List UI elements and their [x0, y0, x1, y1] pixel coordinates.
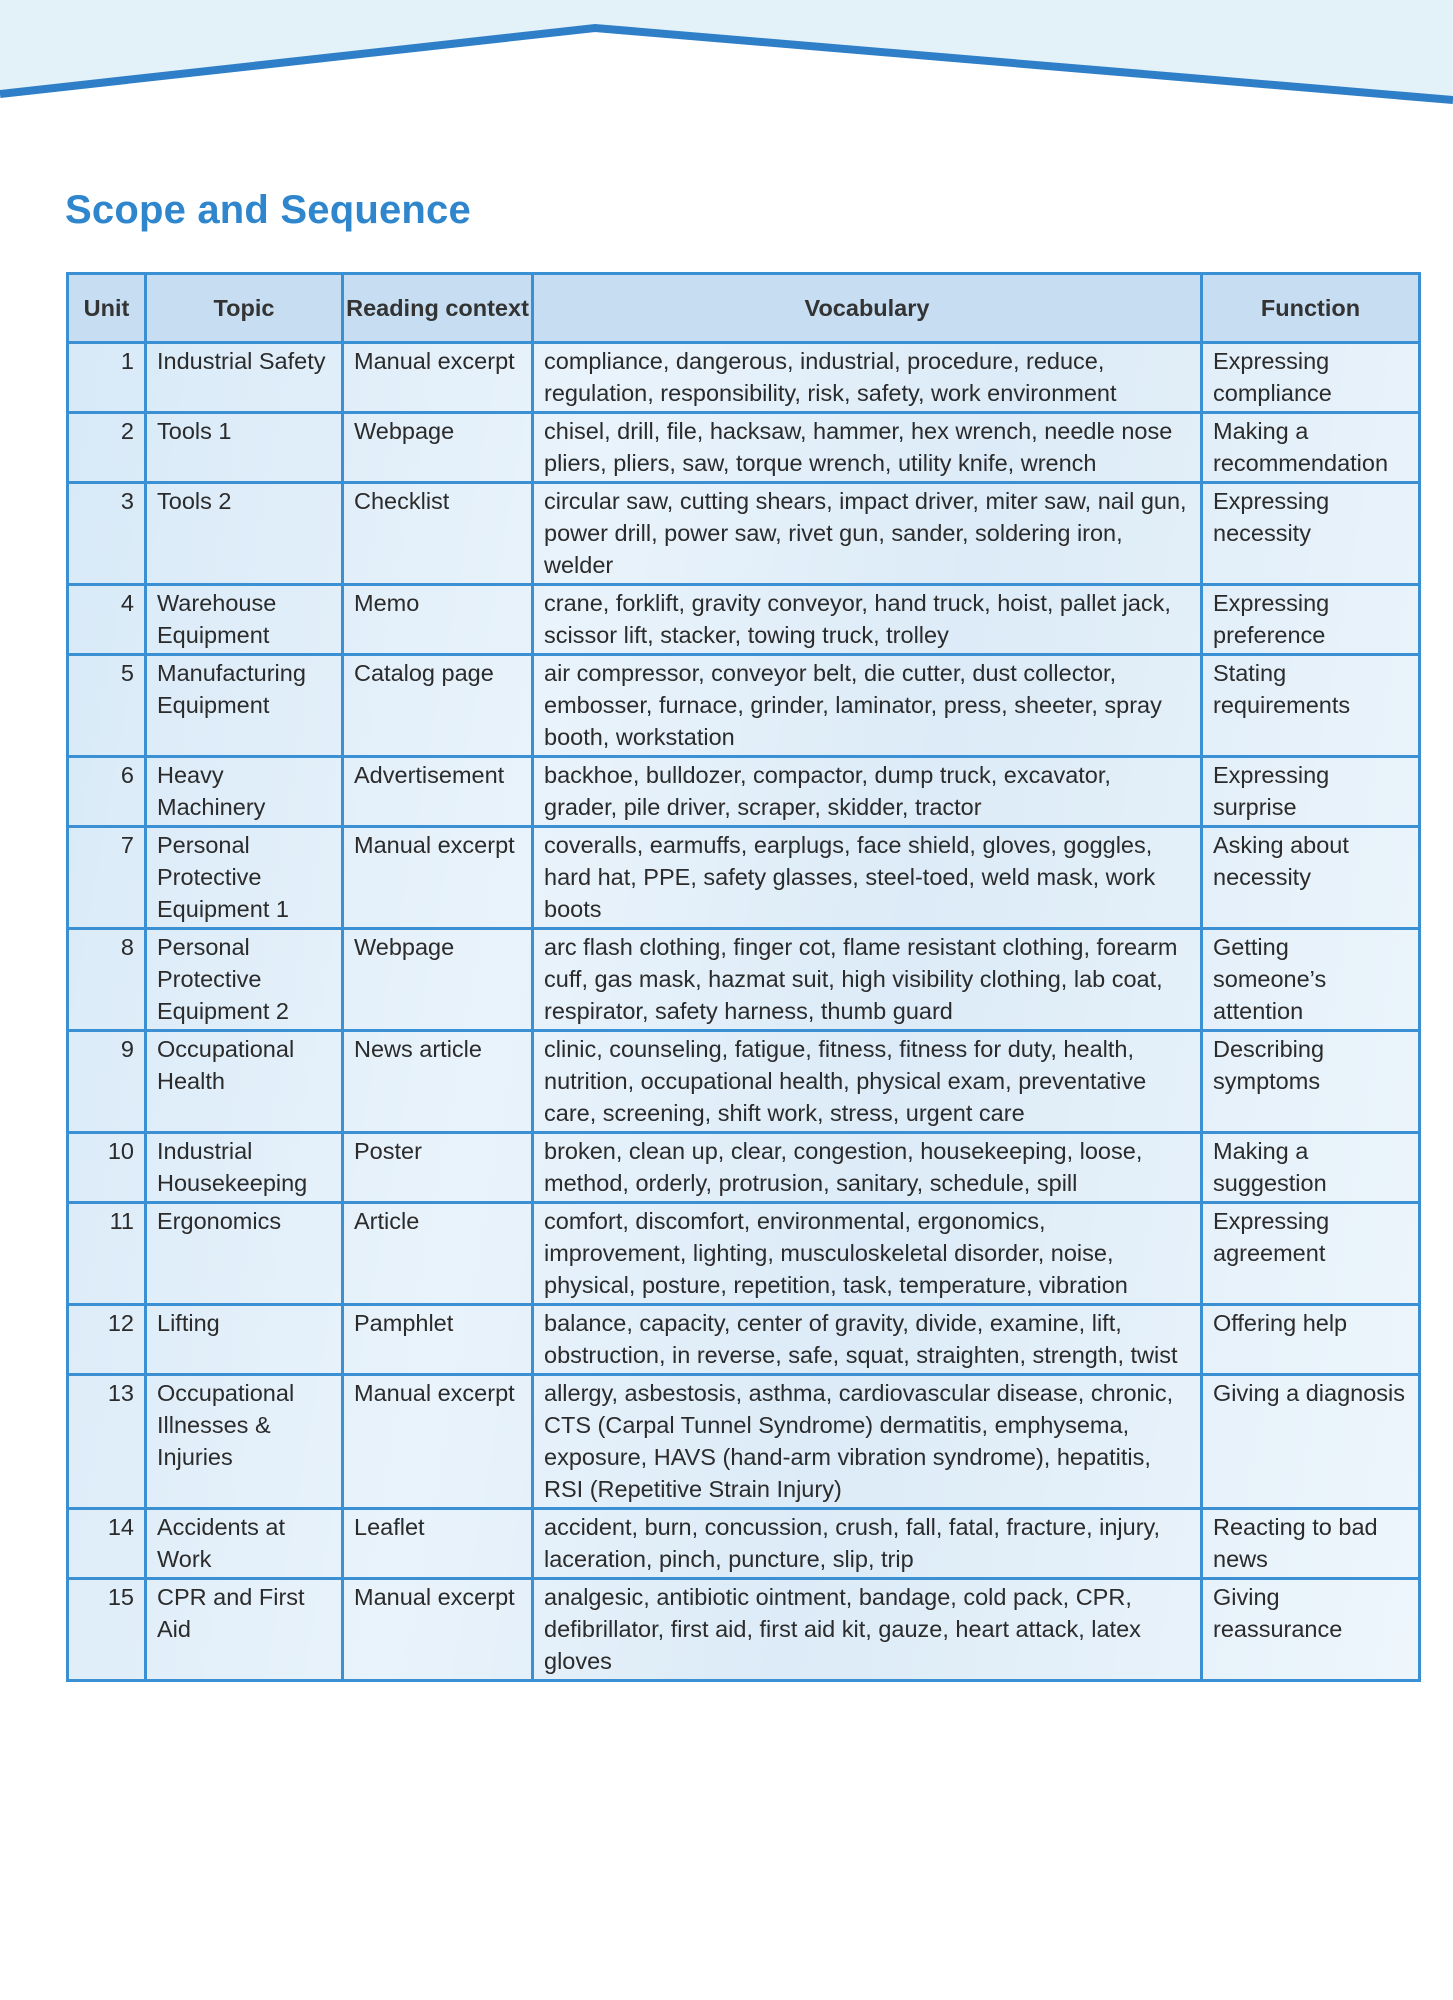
- topic-cell: Industrial Safety: [146, 343, 343, 413]
- unit-cell: 14: [68, 1509, 146, 1579]
- unit-cell: 8: [68, 929, 146, 1031]
- table-row: [68, 1203, 1420, 1305]
- topic-cell: CPR and First Aid: [146, 1579, 343, 1681]
- unit-cell: 13: [68, 1375, 146, 1509]
- function-cell: Expressing agreement: [1202, 1203, 1420, 1305]
- header-function: Function: [1202, 274, 1420, 343]
- reading-context-cell: Article: [343, 1203, 533, 1305]
- vocabulary-cell: circular saw, cutting shears, impact driver, miter saw, nail gun, power drill, power saw, rivet gun, sander, soldering iron, welder: [533, 483, 1202, 585]
- vocabulary-cell: compliance, dangerous, industrial, procedure, reduce, regulation, responsibility, risk, safety, work environment: [533, 343, 1202, 413]
- unit-cell: 2: [68, 413, 146, 483]
- unit-cell: 7: [68, 827, 146, 929]
- vocabulary-cell: analgesic, antibiotic ointment, bandage, cold pack, CPR, defibrillator, first aid, first aid kit, gauze, heart attack, latex gloves: [533, 1579, 1202, 1681]
- vocabulary-cell: clinic, counseling, fatigue, fitness, fitness for duty, health, nutrition, occupational health, physical exam, preventative care, screening, shift work, stress, urgent care: [533, 1031, 1202, 1133]
- vocabulary-cell: broken, clean up, clear, congestion, housekeeping, loose, method, orderly, protrusion, sanitary, schedule, spill: [533, 1133, 1202, 1203]
- function-cell: Reacting to bad news: [1202, 1509, 1420, 1579]
- topic-cell: Tools 2: [146, 483, 343, 585]
- header-topic: Topic: [146, 274, 343, 343]
- topic-cell: Heavy Machinery: [146, 757, 343, 827]
- table-row: [68, 585, 1420, 655]
- reading-context-cell: Advertisement: [343, 757, 533, 827]
- vocabulary-cell: accident, burn, concussion, crush, fall, fatal, fracture, injury, laceration, pinch, puncture, slip, trip: [533, 1509, 1202, 1579]
- topic-cell: Personal Protective Equipment 2: [146, 929, 343, 1031]
- table-row: [68, 1375, 1420, 1509]
- vocabulary-cell: comfort, discomfort, environmental, ergonomics, improvement, lighting, musculoskeletal disorder, noise, physical, posture, repetition, task, temperature, vibration: [533, 1203, 1202, 1305]
- table-row: [68, 655, 1420, 757]
- unit-cell: 12: [68, 1305, 146, 1375]
- function-cell: Giving a diagnosis: [1202, 1375, 1420, 1509]
- table-row: [68, 827, 1420, 929]
- function-cell: Stating requirements: [1202, 655, 1420, 757]
- reading-context-cell: Manual excerpt: [343, 1375, 533, 1509]
- table-row: [68, 343, 1420, 413]
- function-cell: Asking about necessity: [1202, 827, 1420, 929]
- unit-cell: 6: [68, 757, 146, 827]
- header-vocabulary: Vocabulary: [533, 274, 1202, 343]
- function-cell: Expressing necessity: [1202, 483, 1420, 585]
- vocabulary-cell: backhoe, bulldozer, compactor, dump truck, excavator, grader, pile driver, scraper, skidder, tractor: [533, 757, 1202, 827]
- header-unit: Unit: [68, 274, 146, 343]
- reading-context-cell: Catalog page: [343, 655, 533, 757]
- table-row: [68, 413, 1420, 483]
- function-cell: Giving reassurance: [1202, 1579, 1420, 1681]
- unit-cell: 11: [68, 1203, 146, 1305]
- vocabulary-cell: air compressor, conveyor belt, die cutter, dust collector, embosser, furnace, grinder, laminator, press, sheeter, spray booth, workstation: [533, 655, 1202, 757]
- function-cell: Describing symptoms: [1202, 1031, 1420, 1133]
- table-row: [68, 1031, 1420, 1133]
- reading-context-cell: Manual excerpt: [343, 827, 533, 929]
- vocabulary-cell: allergy, asbestosis, asthma, cardiovascular disease, chronic, CTS (Carpal Tunnel Syndrome) dermatitis, emphysema, exposure, HAVS (hand-arm vibration syndrome), hepatitis, RSI (Repetitive Strain Injury): [533, 1375, 1202, 1509]
- function-cell: Making a recommendation: [1202, 413, 1420, 483]
- topic-cell: Personal Protective Equipment 1: [146, 827, 343, 929]
- table-header-row: [68, 274, 1420, 343]
- top-decorative-band: [0, 0, 1453, 120]
- topic-cell: Industrial Housekeeping: [146, 1133, 343, 1203]
- page-title: Scope and Sequence: [65, 188, 471, 232]
- function-cell: Expressing preference: [1202, 585, 1420, 655]
- vocabulary-cell: crane, forklift, gravity conveyor, hand truck, hoist, pallet jack, scissor lift, stacker, towing truck, trolley: [533, 585, 1202, 655]
- table-body: [68, 343, 1420, 1681]
- function-cell: Getting someone’s attention: [1202, 929, 1420, 1031]
- reading-context-cell: Poster: [343, 1133, 533, 1203]
- topic-cell: Accidents at Work: [146, 1509, 343, 1579]
- scope-sequence-table-container: [66, 272, 1418, 1682]
- reading-context-cell: Leaflet: [343, 1509, 533, 1579]
- vocabulary-cell: balance, capacity, center of gravity, divide, examine, lift, obstruction, in reverse, safe, squat, straighten, strength, twist: [533, 1305, 1202, 1375]
- reading-context-cell: News article: [343, 1031, 533, 1133]
- unit-cell: 4: [68, 585, 146, 655]
- unit-cell: 3: [68, 483, 146, 585]
- vocabulary-cell: chisel, drill, file, hacksaw, hammer, hex wrench, needle nose pliers, pliers, saw, torque wrench, utility knife, wrench: [533, 413, 1202, 483]
- topic-cell: Lifting: [146, 1305, 343, 1375]
- topic-cell: Tools 1: [146, 413, 343, 483]
- unit-cell: 1: [68, 343, 146, 413]
- table-row: [68, 1133, 1420, 1203]
- table-row: [68, 1305, 1420, 1375]
- unit-cell: 5: [68, 655, 146, 757]
- reading-context-cell: Webpage: [343, 929, 533, 1031]
- table-row: [68, 929, 1420, 1031]
- vocabulary-cell: arc flash clothing, finger cot, flame resistant clothing, forearm cuff, gas mask, hazmat suit, high visibility clothing, lab coat, respirator, safety harness, thumb guard: [533, 929, 1202, 1031]
- vocabulary-cell: coveralls, earmuffs, earplugs, face shield, gloves, goggles, hard hat, PPE, safety glasses, steel-toed, weld mask, work boots: [533, 827, 1202, 929]
- topic-cell: Manufacturing Equipment: [146, 655, 343, 757]
- reading-context-cell: Memo: [343, 585, 533, 655]
- table-row: [68, 483, 1420, 585]
- table-row: [68, 1579, 1420, 1681]
- topic-cell: Occupational Illnesses & Injuries: [146, 1375, 343, 1509]
- function-cell: Expressing compliance: [1202, 343, 1420, 413]
- table-row: [68, 757, 1420, 827]
- function-cell: Offering help: [1202, 1305, 1420, 1375]
- reading-context-cell: Pamphlet: [343, 1305, 533, 1375]
- header-reading-context: Reading context: [343, 274, 533, 343]
- table-row: [68, 1509, 1420, 1579]
- topic-cell: Occupational Health: [146, 1031, 343, 1133]
- reading-context-cell: Manual excerpt: [343, 343, 533, 413]
- unit-cell: 9: [68, 1031, 146, 1133]
- topic-cell: Warehouse Equipment: [146, 585, 343, 655]
- topic-cell: Ergonomics: [146, 1203, 343, 1305]
- reading-context-cell: Webpage: [343, 413, 533, 483]
- reading-context-cell: Checklist: [343, 483, 533, 585]
- unit-cell: 15: [68, 1579, 146, 1681]
- function-cell: Expressing surprise: [1202, 757, 1420, 827]
- scope-sequence-table: [66, 272, 1421, 1682]
- function-cell: Making a suggestion: [1202, 1133, 1420, 1203]
- reading-context-cell: Manual excerpt: [343, 1579, 533, 1681]
- unit-cell: 10: [68, 1133, 146, 1203]
